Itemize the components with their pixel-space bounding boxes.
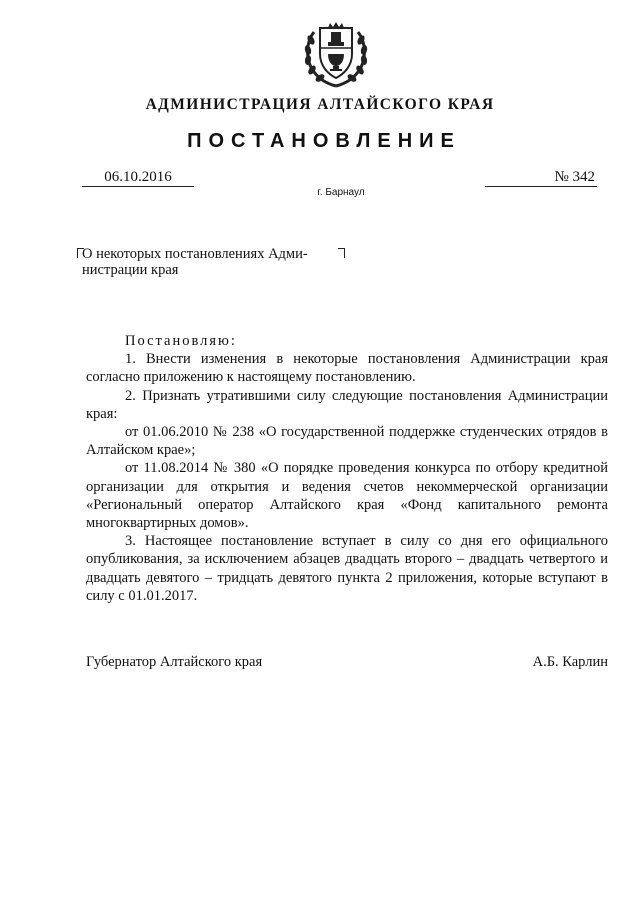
paragraph-item-2b: от 11.08.2014 № 380 «О порядке проведения конкурса по отбору кредитной организации для открытия и ведения счетов некоммерческой организации «Региональный оператор Алтайского края «Фонд капитального ремонта многоквартирных домов». bbox=[86, 460, 608, 532]
paragraph-item-2a: от 01.06.2010 № 238 «О государственной поддержке студенческих отрядов в Алтайском крае»; bbox=[86, 424, 608, 459]
altai-coat-of-arms-icon bbox=[300, 20, 372, 88]
paragraph-item-2: 2. Признать утратившими силу следующие постановления Администрации края: bbox=[86, 387, 608, 422]
document-body bbox=[86, 332, 608, 605]
organization-title: АДМИНИСТРАЦИЯ АЛТАЙСКОГО КРАЯ bbox=[145, 96, 495, 113]
paragraph-item-1: 1. Внести изменения в некоторые постановления Администрации края согласно приложению к настоящему постановлению. bbox=[86, 351, 608, 386]
decree-line: Постановляю: bbox=[125, 333, 237, 349]
subject-line: нистрации края bbox=[82, 262, 179, 278]
subject-line: О некоторых постановлениях Адми- bbox=[82, 246, 308, 262]
paragraph-item-3: 3. Настоящее постановление вступает в силу со дня его официального опубликования, за исключением абзацев двадцать второго – двадцать четвертого и двадцать девятого – тридцать девятого пункта 2 приложения, которые вступают в силу с 01.01.2017. bbox=[86, 533, 608, 604]
signatory-name: А.Б. Карлин bbox=[532, 654, 608, 670]
document-date: 06.10.2016 bbox=[82, 169, 194, 187]
document-city: г. Барнаул bbox=[317, 187, 365, 198]
signatory-title: Губернатор Алтайского края bbox=[86, 654, 263, 670]
document-subject bbox=[82, 246, 352, 278]
document-type-heading: ПОСТАНОВЛЕНИЕ bbox=[187, 130, 461, 152]
document-number: № 342 bbox=[485, 169, 597, 187]
